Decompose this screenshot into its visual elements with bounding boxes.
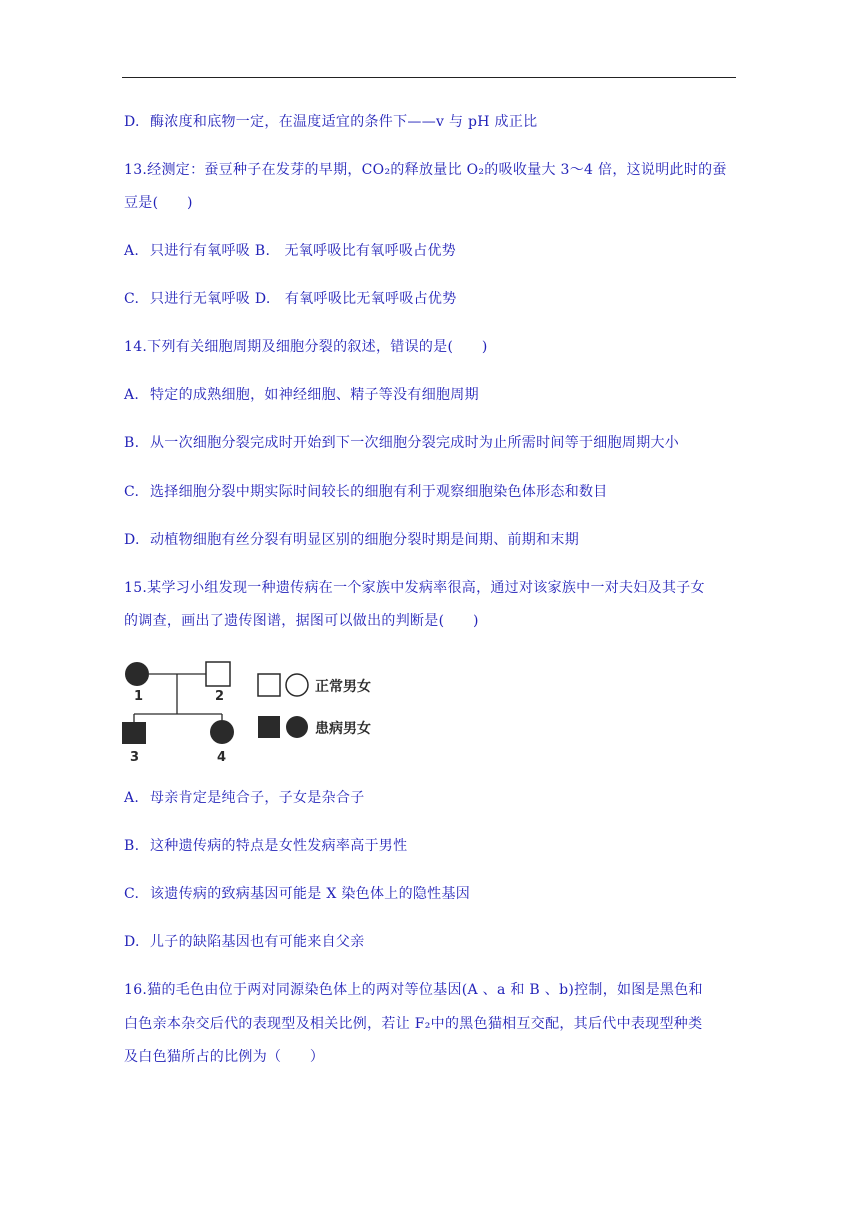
- legend-normal-male-symbol: [258, 674, 280, 696]
- option-text: 选择细胞分裂中期实际时间较长的细胞有利于观察细胞染色体形态和数目: [150, 484, 608, 500]
- option-text: 特定的成熟细胞，如神经细胞、精子等没有细胞周期: [150, 387, 479, 403]
- q15-stem-line1: 15.某学习小组发现一种遗传病在一个家族中发病率很高，通过对该家族中一对夫妇及其子女: [124, 580, 705, 596]
- q15-stem-line2: 的调查，画出了遗传图谱，据图可以做出的判断是( ): [124, 613, 479, 629]
- option-letter: A.: [124, 387, 140, 403]
- option-text: 母亲肯定是纯合子，子女是杂合子: [150, 790, 365, 806]
- option-letter: C.: [124, 484, 140, 500]
- q15-option-c: [124, 884, 470, 904]
- option-letter: C.: [124, 886, 140, 902]
- legend-normal-label: 正常男女: [315, 679, 371, 695]
- header-rule: [122, 77, 736, 78]
- option-text: 只进行有氧呼吸 B. 无氧呼吸比有氧呼吸占优势: [150, 243, 457, 259]
- option-letter: D.: [124, 114, 140, 130]
- option-text: 酶浓度和底物一定，在温度适宜的条件下——v 与 pH 成正比: [150, 114, 538, 130]
- option-text: 该遗传病的致病基因可能是 X 染色体上的隐性基因: [150, 886, 471, 902]
- q14-option-a: [124, 385, 479, 405]
- option-letter: B.: [124, 435, 140, 451]
- option-letter: A.: [124, 243, 140, 259]
- option-text: 从一次细胞分裂完成时开始到下一次细胞分裂完成时为止所需时间等于细胞周期大小: [150, 435, 680, 451]
- option-letter: B.: [124, 838, 140, 854]
- option-letter: D.: [124, 532, 140, 548]
- option-text: 只进行无氧呼吸 D. 有氧呼吸比无氧呼吸占优势: [150, 291, 457, 307]
- q14-option-c: [124, 482, 608, 502]
- individual-label-2: 2: [215, 689, 225, 704]
- individual-label-1: 1: [134, 689, 144, 704]
- q13-stem-line2: 豆是( ): [124, 195, 193, 211]
- individual-label-3: 3: [130, 750, 140, 765]
- q16-stem-line3: 及白色猫所占的比例为（ ）: [124, 1049, 325, 1065]
- q13-options-cd: [124, 289, 457, 309]
- legend-affected-male-symbol: [258, 716, 280, 738]
- option-letter: A.: [124, 790, 140, 806]
- pedigree-chart: [118, 656, 398, 766]
- legend-normal-female-symbol: [286, 674, 308, 696]
- legend-affected-label: 患病男女: [315, 721, 371, 737]
- pedigree-figure: [118, 656, 398, 766]
- q14-stem: 14.下列有关细胞周期及细胞分裂的叙述，错误的是( ): [124, 339, 488, 355]
- option-text: 这种遗传病的特点是女性发病率高于男性: [150, 838, 408, 854]
- affected-female-symbol: [210, 720, 234, 744]
- q14-option-d: [124, 530, 579, 550]
- q15-option-a: [124, 788, 365, 808]
- q13-stem-line1: 13.经测定：蚕豆种子在发芽的早期，CO₂的释放量比 O₂的吸收量大 3～4 倍，这说明此时的蚕: [124, 162, 727, 178]
- option-letter: C.: [124, 291, 140, 307]
- affected-female-symbol: [125, 662, 149, 686]
- q15-option-d: [124, 932, 365, 952]
- legend-affected-female-symbol: [286, 716, 308, 738]
- option-text: 儿子的缺陷基因也有可能来自父亲: [150, 934, 365, 950]
- q13-options-ab: [124, 241, 456, 261]
- q16-stem-line2: 白色亲本杂交后代的表现型及相关比例，若让 F₂中的黑色猫相互交配，其后代中表现型种类: [124, 1016, 703, 1032]
- q16-stem-line1: 16.猫的毛色由位于两对同源染色体上的两对等位基因(A 、a 和 B 、b)控制，如图是黑色和: [124, 982, 703, 998]
- q15-option-b: [124, 836, 407, 856]
- option-text: 动植物细胞有丝分裂有明显区别的细胞分裂时期是间期、前期和末期: [150, 532, 579, 548]
- option-letter: D.: [124, 934, 140, 950]
- prev-option-d: [124, 112, 537, 132]
- q14-option-b: [124, 433, 679, 453]
- affected-male-symbol: [122, 722, 146, 744]
- normal-male-symbol: [206, 662, 230, 686]
- individual-label-4: 4: [217, 750, 227, 765]
